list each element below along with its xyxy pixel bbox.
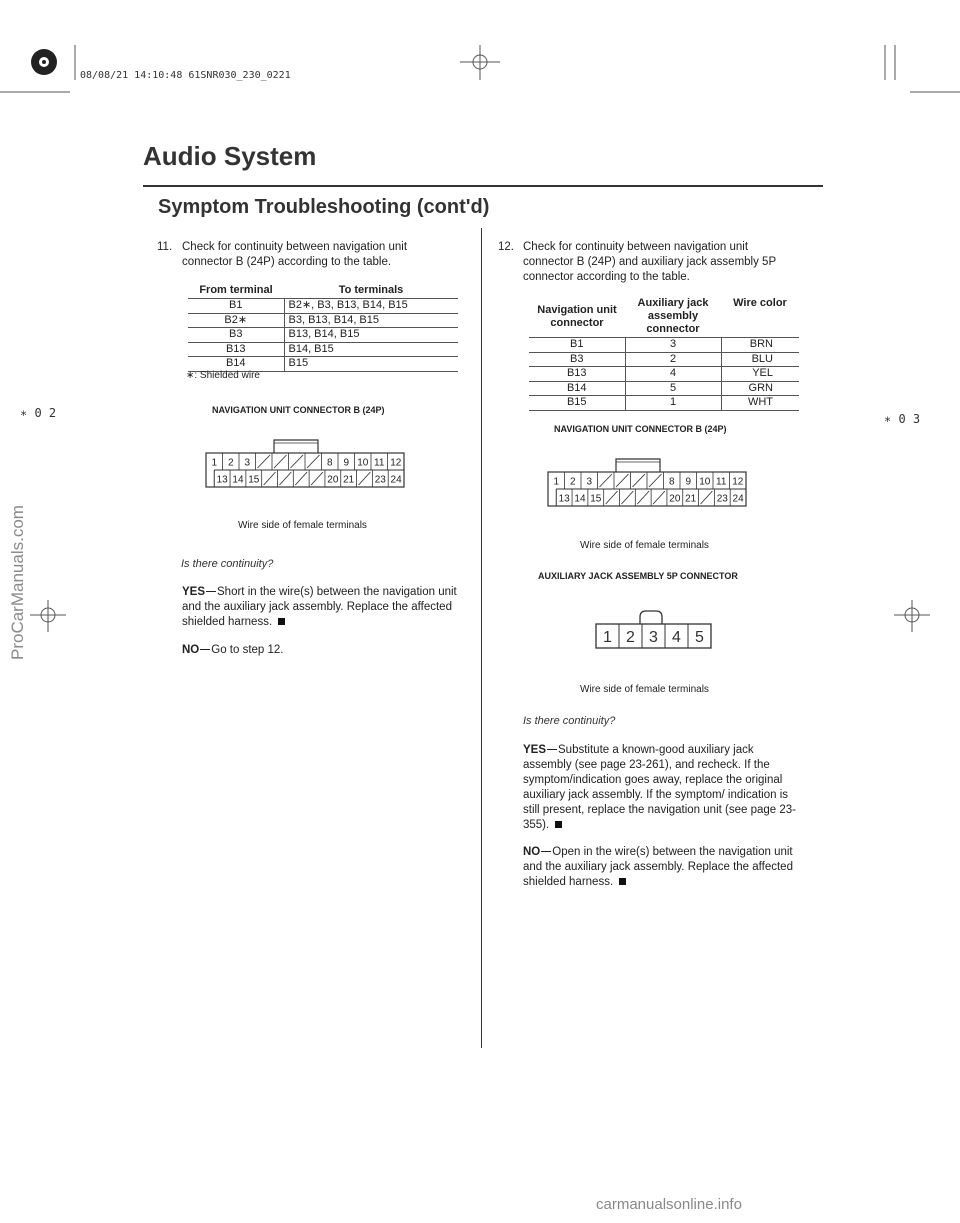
terminal-number: 8 — [326, 457, 333, 469]
terminal-number: 21 — [343, 474, 355, 486]
terminal-number: 13 — [216, 474, 228, 486]
no-label: NO — [523, 846, 541, 858]
connector-24p-terminal-caption-2: Wire side of female terminals — [580, 540, 709, 551]
terminal-number: 24 — [732, 493, 744, 505]
empty-cavity-mark — [622, 491, 634, 504]
yes-label: YES — [523, 744, 547, 756]
end-mark — [555, 821, 562, 828]
empty-cavity-mark — [291, 455, 304, 468]
terminal-number: 13 — [558, 493, 570, 505]
table-row: B13 4 YEL — [529, 367, 799, 382]
terminal-number: 11 — [716, 476, 727, 488]
page-title: Audio System — [143, 141, 317, 171]
footer-watermark: carmanualsonline.info — [596, 1196, 742, 1213]
empty-cavity-mark — [280, 472, 292, 485]
terminal-number: 3 — [244, 457, 251, 469]
terminal-number: 12 — [390, 457, 402, 469]
connector-5p-diagram — [590, 608, 720, 656]
table-row: B15 1 WHT — [529, 396, 799, 411]
table-row: B14 5 GRN — [529, 381, 799, 396]
terminal-number: 20 — [327, 474, 339, 486]
connector-24p-diagram-2 — [545, 455, 760, 513]
print-stamp: 08/08/21 14:10:48 61SNR030_230_0221 — [80, 70, 291, 81]
aux-terminal-caption: Wire side of female terminals — [580, 684, 709, 695]
step-12-yes: YES Substitute a known-good auxiliary jack assembly (see page 23-261), and recheck. If the symptom/indication goes away, replace the original auxiliary jack assembly. If the symptom/ indication is still present, replace the navigation unit (see page 23-355). — [523, 744, 796, 831]
step-11-table — [188, 283, 458, 372]
table-header: Auxiliary jack assembly connector — [637, 297, 709, 335]
table-header: To terminals — [338, 284, 404, 296]
terminal-number: 3 — [649, 629, 658, 646]
step-12-table — [529, 296, 799, 411]
terminal-number: 9 — [685, 476, 692, 488]
terminal-number: 15 — [590, 493, 602, 505]
margin-marker-left: ∗ 0 2 — [20, 406, 57, 420]
end-mark — [619, 878, 626, 885]
table-row: B3 2 BLU — [529, 352, 799, 367]
connector-24p-caption-2: NAVIGATION UNIT CONNECTOR B (24P) — [554, 424, 727, 434]
terminal-number: 23 — [716, 493, 728, 505]
connector-latch — [640, 611, 662, 624]
terminal-number: 1 — [603, 629, 612, 646]
table-header: Wire color — [733, 297, 787, 309]
step-11-instruction: 11. Check for continuity between navigation unit connector B (24P) according to the table. — [157, 241, 408, 268]
terminal-number: 1 — [211, 457, 218, 469]
terminal-number: 2 — [569, 476, 576, 488]
empty-cavity-mark — [606, 491, 618, 504]
terminal-number: 14 — [232, 474, 244, 486]
empty-cavity-mark — [600, 474, 613, 487]
step-12-instruction: 12. Check for continuity between navigation unit connector B (24P) and auxiliary jack assembly 5P connector according to the table. — [498, 241, 777, 283]
step-12-number: 12. — [498, 241, 514, 253]
empty-cavity-mark — [359, 472, 371, 485]
connector-24p-diagram — [203, 436, 418, 494]
terminal-number: 10 — [357, 457, 369, 469]
no-label: NO — [182, 644, 200, 656]
step-11-no: NO Go to step 12. — [182, 644, 284, 656]
step-11-question: Is there continuity? — [181, 558, 274, 570]
terminal-number: 2 — [227, 457, 234, 469]
empty-cavity-mark — [701, 491, 713, 504]
yes-label: YES — [182, 586, 206, 598]
connector-24p-caption: NAVIGATION UNIT CONNECTOR B (24P) — [212, 405, 385, 415]
table-row: B14 B15 — [188, 357, 458, 372]
step-12-no: NO Open in the wire(s) between the navigation unit and the auxiliary jack assembly. Replace the affected shielded harness. — [523, 846, 793, 888]
connector-latch — [274, 440, 318, 453]
empty-cavity-mark — [274, 455, 287, 468]
terminal-number: 5 — [695, 629, 704, 646]
terminal-number: 9 — [343, 457, 350, 469]
side-watermark: ProCarManuals.com — [8, 505, 27, 660]
step-11-number: 11. — [157, 241, 173, 253]
terminal-number: 11 — [374, 457, 385, 469]
empty-cavity-mark — [311, 472, 323, 485]
empty-cavity-mark — [264, 472, 276, 485]
section-title: Symptom Troubleshooting (cont'd) — [158, 196, 490, 218]
terminal-number: 24 — [390, 474, 402, 486]
connector-latch — [616, 459, 660, 472]
table-row: B3 B13, B14, B15 — [188, 328, 458, 343]
title-rule — [143, 185, 823, 187]
empty-cavity-mark — [653, 491, 665, 504]
terminal-number: 10 — [699, 476, 711, 488]
empty-cavity-mark — [616, 474, 629, 487]
empty-cavity-mark — [637, 491, 649, 504]
table-header: From terminal — [199, 284, 273, 296]
terminal-number: 8 — [668, 476, 675, 488]
terminal-number: 21 — [685, 493, 697, 505]
terminal-number: 4 — [672, 629, 681, 646]
table-header: Navigation unit connector — [537, 303, 617, 329]
terminal-number: 1 — [553, 476, 560, 488]
margin-marker-right: ∗ 0 3 — [884, 412, 921, 426]
table-row: B13 B14, B15 — [188, 342, 458, 357]
connector-24p-terminal-caption: Wire side of female terminals — [238, 520, 367, 531]
table-row: B2∗ B3, B13, B14, B15 — [188, 313, 458, 328]
column-divider — [481, 228, 482, 1048]
terminal-number: 3 — [586, 476, 593, 488]
terminal-number: 2 — [626, 629, 635, 646]
shielded-wire-footnote: ∗: Shielded wire — [186, 370, 260, 381]
empty-cavity-mark — [649, 474, 662, 487]
end-mark — [278, 618, 285, 625]
aux-connector-caption: AUXILIARY JACK ASSEMBLY 5P CONNECTOR — [538, 571, 738, 581]
empty-cavity-mark — [295, 472, 307, 485]
step-12-question: Is there continuity? — [523, 715, 616, 727]
terminal-number: 15 — [248, 474, 260, 486]
empty-cavity-mark — [633, 474, 646, 487]
terminal-number: 14 — [574, 493, 586, 505]
table-row: B1 3 BRN — [529, 338, 799, 353]
table-row: B1 B2∗, B3, B13, B14, B15 — [188, 299, 458, 314]
terminal-number: 12 — [732, 476, 744, 488]
empty-cavity-mark — [258, 455, 271, 468]
empty-cavity-mark — [307, 455, 320, 468]
terminal-number: 23 — [374, 474, 386, 486]
step-11-yes: YES Short in the wire(s) between the navigation unit and the auxiliary jack assembly. Replace the affected shielded harness. — [182, 586, 457, 628]
terminal-number: 20 — [669, 493, 681, 505]
